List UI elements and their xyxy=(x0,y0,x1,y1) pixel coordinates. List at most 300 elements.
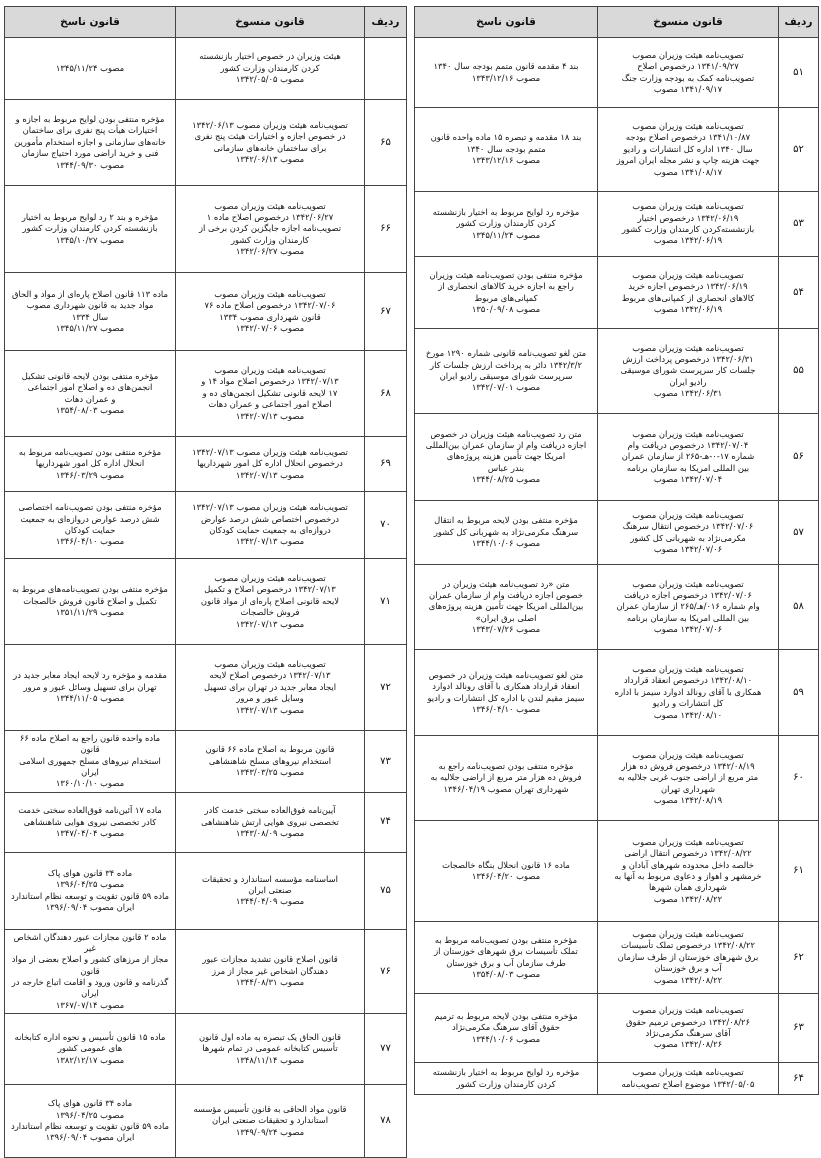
cell-radif: ۷۷ xyxy=(365,1014,407,1085)
cell-line: شهرداری همان شهرها xyxy=(649,882,727,893)
cell-line: ۱۳۴۲/۰۸/۲۲ درخصوص انتقال اراضی xyxy=(624,848,752,859)
cell-line: کمپانی‌های مربوط xyxy=(474,292,538,303)
cell-line: تصویب‌نامه هیئت وزیران مصوب xyxy=(632,269,744,280)
cell-line: متر مربع از اراضی جنوب غربی جلالیه به xyxy=(617,772,759,783)
cell-mansukh xyxy=(176,645,365,731)
cell-line: شهرداری تهران xyxy=(660,783,716,794)
cell-radif: ۵۶ xyxy=(779,414,819,501)
cell-line: تصویب‌نامه هیئت وزیران مصوب xyxy=(214,659,326,670)
cell-nasekh xyxy=(5,38,176,100)
cell-line: ماده ۳۴ قانون هوای پاک xyxy=(47,868,133,879)
cell-line: مقدمه و مؤخره رد لایحه ایجاد معابر جدید در xyxy=(13,670,167,681)
cell-nasekh xyxy=(5,273,176,351)
cell-line: ماده ۱۷ آئین‌نامه فوق‌العاده سختی خدمت xyxy=(18,805,162,816)
cell-radif: ۵۹ xyxy=(779,650,819,736)
cell-line: ۱۷ لایحه قانونی تشکیل انجمن‌های ده و xyxy=(202,387,338,398)
cell-line: ۱۳۴۲/۰۶/۲۷ درخصوص اصلاح ماده ۱ xyxy=(206,211,334,222)
cell-line: تکمیل و اصلاح قانون فروش خالصجات xyxy=(23,595,157,606)
cell-line: انجمن‌های ده و اصلاح امور اجتماعی xyxy=(27,382,153,393)
cell-line: ماده ۵۹ قانون تقویت و توسعه نظام استاندارد xyxy=(10,890,170,901)
cell-radif: ۶۶ xyxy=(365,186,407,273)
cell-nasekh xyxy=(415,192,598,257)
table-row xyxy=(5,852,407,929)
cell-radif: ۵۵ xyxy=(779,329,819,414)
cell-nasekh xyxy=(415,1063,598,1095)
cell-radif: ۷۴ xyxy=(365,792,407,852)
table-row xyxy=(5,792,407,852)
cell-line: خصوص اجازه دریافت وام از سازمان عمران xyxy=(429,589,583,600)
cell-line: قانون شهرداری مصوب ۱۳۳۴ xyxy=(219,311,321,322)
cell-line: تملک تأسیسات برق شهرهای خوزستان از xyxy=(434,946,578,957)
cell-radif xyxy=(365,38,407,100)
table-row xyxy=(415,650,819,736)
cell-line: اصلاح امور اجتماعی و عمران دهات xyxy=(208,399,332,410)
cell-line: ۱۳۴۲/۳/۲ دائر به پرداخت ارزش جلسات کار xyxy=(430,359,582,370)
header-mansukh: قانون منسوخ xyxy=(598,7,779,38)
cell-mansukh xyxy=(598,565,779,650)
cell-line: مصوب ۱۳۴۳/۰۸/۰۹ xyxy=(235,827,305,838)
cell-line: تصویب‌نامه هیئت وزیران مصوب xyxy=(632,121,744,132)
cell-line: ۱۳۴۲/۰۷/۰۶ مصوب xyxy=(653,543,723,554)
cell-line: فروش خالصجات xyxy=(240,607,300,618)
cell-line: ۱۳۴۲/۰۵/۰۵ موضوع اصلاح تصویب‌نامه xyxy=(621,1078,755,1089)
cell-line: ۱۳۴۲/۰۷/۰۶ درخصوص انتقال سرهنگ xyxy=(622,521,754,532)
table-row xyxy=(5,351,407,437)
cell-line: آیین‌نامه فوق‌العاده سختی خدمت کادر xyxy=(204,805,336,816)
cell-line: مجاز از مرزهای کشور و اصلاح بعضی از مواد قانون xyxy=(11,954,169,976)
cell-line: مؤخره منتفی بودن لوایح مربوط به اجازه و xyxy=(15,114,165,125)
table-row xyxy=(415,821,819,922)
cell-line: همکاری با آقای رونالد ادوارد سیمز با اداره xyxy=(614,686,762,697)
cell-nasekh xyxy=(415,257,598,329)
cell-line: ۱۳۴۲/۰۶/۳۱ مصوب xyxy=(653,388,723,399)
cell-line: ۱۳۴۱/۰۹/۱۷ مصوب xyxy=(653,83,723,94)
cell-line: تصویب‌نامه هیئت وزیران مصوب ۱۳۴۲/۰۶/۱۳ xyxy=(192,119,348,130)
cell-line: سال ۱۳۳۴ xyxy=(71,311,109,322)
cell-line: مصوب ۱۳۴۲/۰۷/۱۳ xyxy=(235,469,305,480)
cell-line: مصوب ۱۳۴۲/۰۶/۲۷ xyxy=(235,246,305,257)
cell-line: راجع به اجازه خرید کالاهای انحصاری از xyxy=(438,281,574,292)
header-radif: ردیف xyxy=(365,7,407,38)
cell-line: حمایت کودکان xyxy=(64,525,116,535)
cell-line: در خصوص اجازه و اختیارات هیئت پنج نفری xyxy=(194,131,346,142)
cell-line: ۱۳۴۲/۰۷/۱۳ درخصوص اصلاح و تکمیل xyxy=(204,584,336,595)
cell-mansukh xyxy=(598,1063,779,1095)
cell-line: تهران برای تسهیل وسائل عبور و مرور xyxy=(23,681,157,692)
cell-nasekh xyxy=(415,38,598,108)
cell-line: مصوب ۱۳۴۵/۱۱/۲۷ xyxy=(55,322,125,333)
table-row xyxy=(415,994,819,1063)
cell-line: ماده ۱۶ قانون انحلال بنگاه خالصجات xyxy=(442,859,570,870)
cell-line: مصوب ۱۳۴۷/۰۴/۰۴ xyxy=(55,827,125,838)
cell-line: بازنشسته‌کردن کارمندان وزارت کشور xyxy=(621,224,755,234)
cell-line: مصوب ۱۳۴۲/۰۷/۰۶ xyxy=(235,322,305,333)
cell-line: تصویب‌نامه هیئت وزیران مصوب xyxy=(632,428,744,439)
cell-line: ۱۳۴۲/۰۶/۱۹ مصوب xyxy=(653,235,723,246)
cell-line: خرمشهر و اهواز و دعاوی مربوط به آنها به xyxy=(614,871,762,881)
cell-line: ۱۳۴۲/۰۸/۲۲ درخصوص تملک تأسیسات xyxy=(620,940,756,951)
cell-line: اجازه دریافت وام از سازمان عمران بین‌المللی xyxy=(425,439,587,450)
cell-line: تصویب‌نامه کمک به بودجه وزارت جنگ xyxy=(621,72,755,83)
table-row xyxy=(415,1063,819,1095)
table-row xyxy=(415,922,819,994)
cell-line: مصوب ۱۳۸۲/۱۲/۱۷ xyxy=(55,1054,125,1065)
cell-mansukh xyxy=(176,351,365,437)
table-row xyxy=(5,100,407,186)
cell-nasekh xyxy=(415,650,598,736)
cell-line: استاندارد و تحقیقات صنعتی ایران xyxy=(211,1115,329,1126)
cell-line: مصوب ۱۳۴۴/۰۴/۰۹ xyxy=(235,896,305,907)
cell-line: درخصوص انحلال اداره کل امور شهرداریها xyxy=(197,458,343,469)
cell-line: مصوب ۱۳۵۴/۰۸/۰۳ xyxy=(55,404,125,415)
cell-line: کردن کارمندان وزارت کشور xyxy=(456,218,556,229)
cell-line: مصوب ۱۳۴۳/۱۲/۱۶ xyxy=(471,155,541,166)
table-header-row xyxy=(5,7,407,38)
cell-line: تصویب‌نامه هیئت وزیران مصوب xyxy=(214,288,326,299)
cell-mansukh xyxy=(176,273,365,351)
cell-line: مصوب ۱۳۴۴/۰۹/۳۰ xyxy=(55,159,125,170)
cell-line: ۱۳۴۱/۰۹/۲۷ درخصوص اصلاح xyxy=(637,61,739,72)
cell-line: مصوب ۱۳۹۶/۰۴/۲۵ xyxy=(55,1109,125,1120)
cell-mansukh xyxy=(598,650,779,736)
cell-line: مؤخره منتفی بودن لایحه مربوط به انتقال xyxy=(434,515,578,526)
cell-line: ۱۳۴۲/۰۸/۱۹ درخصوص فروش ده هزار xyxy=(621,760,755,771)
table-row xyxy=(5,186,407,273)
cell-line: متن رد تصویب‌نامه هیئت وزیران در خصوص xyxy=(430,428,582,439)
cell-line: رادیو ایران xyxy=(669,376,707,387)
cell-line: گذرنامه و قانون ورود و اقامت اتباع خارجه در ایران xyxy=(11,977,169,999)
cell-mansukh xyxy=(176,186,365,273)
cell-line: ماده ۵۹ قانون تقویت و توسعه نظام استاندارد xyxy=(10,1121,170,1132)
cell-line: انعقاد قرارداد همکاری با آقای رونالد ادوارد xyxy=(432,681,580,692)
cell-line: ۱۳۴۲/۰۸/۱۰ درخصوص انعقاد قرارداد xyxy=(623,675,753,686)
cell-nasekh xyxy=(415,329,598,414)
cell-line: ماده ۲ قانون مجازات عبور دهندگان اشخاص غیر xyxy=(13,931,167,954)
right-law-table xyxy=(414,6,819,1095)
cell-line: تصویب‌نامه هیئت وزیران مصوب xyxy=(632,201,744,212)
cell-line: تأسیس کتابخانه عمومی در تمام شهرها xyxy=(202,1043,338,1054)
cell-mansukh xyxy=(176,100,365,186)
cell-line: مؤخره منتفی بودن تصویب‌نامه هیئت وزیران xyxy=(429,269,583,280)
table-row xyxy=(5,929,407,1013)
cell-line: مؤخره رد لوایح مربوط به اختیار بازنشسته xyxy=(432,206,580,217)
cell-nasekh xyxy=(415,994,598,1063)
cell-mansukh xyxy=(598,736,779,821)
cell-line: ۱۳۴۲/۰۶/۳۱ درخصوص پرداخت ارزش xyxy=(622,353,754,364)
cell-nasekh xyxy=(5,645,176,731)
cell-line: سیمز مقیم لندن با اداره کل انتشارات و رادیو xyxy=(427,692,585,703)
cell-line: امریکا جهت تأمین هزینه پروژه‌های xyxy=(446,451,566,462)
cell-line: تصویب‌نامه هیئت وزیران مصوب xyxy=(632,749,744,760)
table-row xyxy=(415,192,819,257)
cell-line: کالاهای انحصاری از کمپانی‌های مربوط xyxy=(621,292,755,303)
cell-line: مؤخره منتفی بودن تصویب‌نامه مربوط به xyxy=(18,446,162,457)
cell-mansukh xyxy=(598,329,779,414)
cell-line: ۱۳۴۲/۰۷/۰۴ درخصوص دریافت وام xyxy=(627,439,749,450)
cell-line: مصوب ۱۳۴۳/۰۳/۲۵ xyxy=(235,767,305,778)
cell-line: ۱۳۴۲/۰۷/۰۶ درخصوص اجازه دریافت xyxy=(624,589,752,600)
cell-line: ایران مصوب ۱۳۹۶/۰۹/۰۴ xyxy=(45,902,135,913)
cell-radif: ۷۰ xyxy=(365,492,407,559)
cell-line: مصوب ۱۳۴۲/۰۷/۱۳ xyxy=(235,536,305,547)
cell-line: ماده ۱۵ قانون تأسیس و نحوه اداره کتابخانه xyxy=(14,1032,166,1043)
cell-mansukh xyxy=(176,492,365,559)
cell-radif: ۶۲ xyxy=(779,922,819,994)
cell-line: مصوب ۱۳۴۴/۱۰/۰۶ xyxy=(471,538,541,549)
table-row xyxy=(415,736,819,821)
cell-line: مصوب ۱۳۵۱/۱۱/۲۹ xyxy=(55,607,125,618)
cell-line: سال ۱۳۴۰ اداره کل انتشارات و رادیو xyxy=(623,143,753,154)
cell-line: مؤخره منتفی بودن تصویب‌نامه راجع به xyxy=(438,760,574,771)
cell-line: فنی و خرید اراضی مورد احتیاج سازمان xyxy=(21,148,159,159)
cell-line: تصویب‌نامه هیئت وزیران مصوب xyxy=(632,836,744,847)
cell-line: مؤخره منتفی بودن تصویب‌نامه مربوط به xyxy=(434,934,578,945)
table-row xyxy=(5,731,407,793)
table-row xyxy=(415,108,819,192)
cell-radif: ۷۶ xyxy=(365,929,407,1013)
cell-line: تصویب‌نامه هیئت وزیران مصوب ۱۳۴۲/۰۷/۱۳ xyxy=(192,502,348,513)
cell-line: اصلی برق ایران» xyxy=(475,612,537,623)
cell-line: بندر عباس xyxy=(487,462,525,473)
cell-line: سرپرست شورای موسیقی رادیو ایران xyxy=(439,371,573,381)
cell-line: مصوب ۱۳۴۸/۱۱/۱۴ xyxy=(235,1054,305,1065)
cell-line: مصوب ۱۳۴۲/۰۷/۱۳ xyxy=(235,704,305,715)
cell-radif: ۷۱ xyxy=(365,559,407,645)
cell-radif: ۷۵ xyxy=(365,852,407,929)
cell-line: تصویب‌نامه هیئت وزیران مصوب xyxy=(632,929,744,940)
table-row xyxy=(415,501,819,565)
cell-line: ۱۳۴۱/۱۰/۸۷ درخصوص اصلاح بودجه xyxy=(625,132,751,143)
cell-line: تصویب‌نامه اجازه جایگزین کردن برخی از xyxy=(198,223,342,234)
cell-line: تصویب‌نامه هیئت وزیران مصوب xyxy=(632,664,744,675)
cell-radif: ۵۲ xyxy=(779,108,819,192)
cell-line: مصوب ۱۳۹۶/۰۴/۲۵ xyxy=(55,879,125,890)
cell-line: ۱۳۴۲/۰۶/۱۹ درخصوص اختیار xyxy=(637,212,739,223)
cell-line: ۱۳۴۲/۰۷/۱۳ درخصوص اصلاح مواد ۱۴ و xyxy=(201,376,339,387)
cell-line: بین‌المللی امریکا جهت تأمین هزینه پروژه‌های xyxy=(428,601,584,612)
cell-radif: ۶۷ xyxy=(365,273,407,351)
cell-line: فروش ده هزار متر مربع از اراضی جلالیه به xyxy=(430,772,582,783)
cell-radif: ۶۱ xyxy=(779,821,819,922)
header-mansukh: قانون منسوخ xyxy=(176,7,365,38)
cell-radif: ۶۹ xyxy=(365,437,407,492)
cell-mansukh xyxy=(176,1085,365,1158)
cell-line: تخصصی نیروی هوایی ارتش شاهنشاهی xyxy=(201,816,339,827)
cell-line: مصوب ۱۳۴۲/۰۷/۱۳ xyxy=(235,618,305,629)
cell-nasekh xyxy=(5,731,176,793)
cell-line: حقوق آقای سرهنگ مکرمی‌نژاد xyxy=(452,1022,560,1033)
header-radif: ردیف xyxy=(779,7,819,38)
cell-line: کردن کارمندان وزارت کشور xyxy=(220,62,320,73)
cell-line: ماده ۱۱۳ قانون اصلاح پاره‌ای از مواد و الحاق xyxy=(12,288,168,299)
cell-line: وسایل عبور و مرور xyxy=(236,693,304,704)
cell-radif: ۷۳ xyxy=(365,731,407,793)
cell-line: بین المللی امریکا به سازمان برنامه xyxy=(626,462,750,473)
cell-nasekh xyxy=(5,559,176,645)
cell-line: مصوب ۱۳۴۴/۱۱/۰۵ xyxy=(55,693,125,704)
cell-line: صنعتی ایران xyxy=(248,885,292,896)
cell-line: ۱۳۴۱/۰۸/۱۷ مصوب xyxy=(653,166,723,177)
table-row xyxy=(415,565,819,650)
cell-mansukh xyxy=(598,501,779,565)
cell-line: کادر تخصصی نیروی هوایی شاهنشاهی xyxy=(23,816,157,827)
cell-line: ۱۳۴۲/۰۷/۰۶ مصوب xyxy=(653,624,723,635)
cell-radif: ۵۸ xyxy=(779,565,819,650)
cell-line: اختیارات هیأت پنج نفری برای ساختمان xyxy=(22,125,158,136)
cell-line: تصویب‌نامه هیئت وزیران مصوب xyxy=(632,49,744,60)
table-row xyxy=(415,38,819,108)
cell-line: کردن کارمندان وزارت کشور xyxy=(456,1078,556,1089)
cell-nasekh xyxy=(5,100,176,186)
cell-line: مصوب ۱۳۴۶/۰۴/۲۰ xyxy=(471,871,541,881)
cell-line: درخصوص اختصاص شش درصد عوارض xyxy=(200,513,340,524)
cell-line: مصوب ۱۳۴۵/۱۱/۲۴ xyxy=(55,62,125,73)
cell-line: بین المللی امریکا به سازمان برنامه xyxy=(626,612,750,623)
cell-radif: ۶۰ xyxy=(779,736,819,821)
cell-line: وام شماره ۰۱۶/هـ/۲۶۵ از سازمان عمران xyxy=(616,601,760,612)
cell-line: بند ۴ مقدمه قانون متمم بودجه سال ۱۳۴۰ xyxy=(433,61,579,72)
cell-line: مؤخره منتفی بودن لایحه مربوط به ترمیم xyxy=(434,1010,578,1021)
cell-mansukh xyxy=(598,257,779,329)
cell-nasekh xyxy=(415,501,598,565)
cell-line: ۱۳۴۲/۰۸/۲۲ مصوب xyxy=(653,893,723,904)
cell-line: ۱۳۴۲/۰۷/۰۶ درخصوص اصلاح ماده ۷۶ xyxy=(204,300,336,311)
cell-line: ۱۳۴۲/۰۷/۱۳ درخصوص اصلاح لایحه xyxy=(209,670,331,681)
cell-line: تصویب‌نامه هیئت وزیران مصوب xyxy=(632,578,744,589)
cell-line: هیئت وزیران در خصوص اختیار بازنشسته xyxy=(199,51,341,62)
cell-line: بازنشسته کردن کارمندان وزارت کشور xyxy=(22,223,158,234)
cell-mansukh xyxy=(598,821,779,922)
cell-line: ۱۳۴۲/۰۸/۱۹ مصوب xyxy=(653,795,723,806)
cell-line: جلسات کار سرپرست شورای موسیقی xyxy=(620,365,756,376)
cell-radif: ۶۸ xyxy=(365,351,407,437)
cell-line: مصوب ۱۳۴۶/۰۴/۱۰ xyxy=(471,703,541,714)
cell-line: ۱۳۴۲/۰۸/۲۲ مصوب xyxy=(653,974,723,985)
cell-line: مصوب ۱۳۶۰/۱۰/۱۰ xyxy=(55,778,125,789)
cell-line: مؤخره رد لوایح مربوط به اختیار بازنشسته xyxy=(432,1067,580,1078)
cell-radif: ۶۵ xyxy=(365,100,407,186)
cell-line: مصوب ۱۳۴۴/۰۸/۲۵ xyxy=(471,474,541,485)
cell-line: مؤخره منتفی بودن لایحه قانونی تشکیل xyxy=(21,370,159,381)
cell-mansukh xyxy=(176,38,365,100)
cell-line: قانون الحاق یک تبصره به ماده اول قانون xyxy=(198,1032,342,1043)
cell-mansukh xyxy=(598,994,779,1063)
table-row xyxy=(415,414,819,501)
cell-nasekh xyxy=(415,736,598,821)
cell-line: تصویب‌نامه هیئت وزیران مصوب xyxy=(632,509,744,520)
cell-line: استخدام نیروهای مسلح شاهنشاهی xyxy=(208,755,332,766)
cell-line: تصویب‌نامه هیئت وزیران مصوب xyxy=(214,365,326,376)
cell-nasekh xyxy=(415,108,598,192)
cell-line: مؤخره منتفی بودن تصویب‌نامه اختصاصی xyxy=(18,502,162,513)
cell-mansukh xyxy=(176,559,365,645)
cell-line: مؤخره منتفی بودن تصویب‌نامه‌های مربوط به xyxy=(12,584,168,595)
table-row xyxy=(5,559,407,645)
cell-radif: ۷۲ xyxy=(365,645,407,731)
cell-line: دروازه‌ای به جمعیت حمایت کودکان xyxy=(209,525,331,535)
cell-line: مصوب ۱۳۴۴/۱۰/۰۶ xyxy=(471,1033,541,1044)
cell-line: ۱۳۴۲/۰۶/۱۹ مصوب xyxy=(653,303,723,314)
cell-line: اساسنامه مؤسسه استاندارد و تحقیقات xyxy=(202,873,338,884)
cell-line: ایران مصوب ۱۳۹۶/۰۹/۰۴ xyxy=(45,1132,135,1143)
header-nasekh: قانون ناسخ xyxy=(5,7,176,38)
cell-nasekh xyxy=(415,922,598,994)
cell-line: مصوب ۱۳۴۲/۰۷/۱۳ xyxy=(235,410,305,421)
cell-line: دهندگان اشخاص غیر مجاز از مرز xyxy=(211,965,329,976)
table-header-row xyxy=(415,7,819,38)
cell-line: مصوب ۱۳۴۵/۱۰/۲۷ xyxy=(55,234,125,245)
cell-line: قانون اصلاح قانون تشدید مجازات عبور xyxy=(202,954,338,965)
cell-nasekh xyxy=(5,437,176,492)
cell-line: مواد جدید به قانون شهرداری مصوب xyxy=(26,300,154,311)
right-table-body xyxy=(415,38,819,1095)
cell-line: لایحه قانونی اصلاح پاره‌ای از مواد قانون xyxy=(200,595,340,606)
cell-nasekh xyxy=(415,414,598,501)
left-law-table xyxy=(4,6,407,1158)
cell-mansukh xyxy=(176,1014,365,1085)
cell-nasekh xyxy=(5,1085,176,1158)
table-row xyxy=(415,257,819,329)
cell-line: متن لغو تصویب‌نامه هیئت وزیران در خصوص xyxy=(428,669,584,680)
cell-line: شش درصد عوارض دروازه‌ای به جمعیت xyxy=(20,513,160,524)
cell-nasekh xyxy=(5,792,176,852)
cell-mansukh xyxy=(176,929,365,1013)
cell-mansukh xyxy=(176,437,365,492)
cell-line: انحلال اداره کل امور شهرداریها xyxy=(35,458,145,469)
cell-radif: ۵۷ xyxy=(779,501,819,565)
cell-line: مصوب ۱۳۴۳/۰۷/۲۶ xyxy=(471,624,541,635)
cell-line: تصویب‌نامه هیئت وزیران مصوب ۱۳۴۲/۰۷/۱۳ xyxy=(192,446,348,457)
cell-radif: ۵۳ xyxy=(779,192,819,257)
cell-mansukh xyxy=(176,792,365,852)
cell-line: های عمومی کشور xyxy=(57,1043,123,1054)
left-table-body xyxy=(5,38,407,1158)
cell-line: مصوب ۱۳۴۶/۰۳/۲۹ xyxy=(55,469,125,480)
table-row xyxy=(5,1014,407,1085)
cell-nasekh xyxy=(5,929,176,1013)
cell-mansukh xyxy=(176,852,365,929)
cell-line: ۱۳۴۲/۰۷/۰۴ مصوب xyxy=(653,474,723,485)
cell-line: طرف سازمان آب و برق خوزستان xyxy=(446,957,566,968)
cell-line: قانون مربوط به اصلاح ماده ۶۶ قانون xyxy=(205,744,335,755)
cell-line: کل انتشارات و رادیو xyxy=(652,698,724,709)
cell-nasekh xyxy=(5,351,176,437)
cell-nasekh xyxy=(5,186,176,273)
cell-mansukh xyxy=(598,192,779,257)
cell-line: متن لغو تصویب‌نامه قانونی شماره ۱۲۹۰ مورخ xyxy=(425,348,587,359)
cell-line: آقای سرهنگ مکرمی‌نژاد xyxy=(645,1028,731,1038)
cell-line: مصوب ۱۳۴۹/۰۹/۲۴ xyxy=(235,1126,305,1137)
cell-radif: ۶۳ xyxy=(779,994,819,1063)
cell-line: شماره ۱۷-۰-هـ-۲۶۵ از سازمان عمران xyxy=(621,451,755,462)
cell-nasekh xyxy=(415,821,598,922)
cell-line: ایجاد معابر جدید در تهران برای تسهیل xyxy=(203,681,337,692)
cell-line: شهرداری تهران مصوب ۱۳۴۶/۰۴/۱۹ xyxy=(443,783,569,794)
table-row xyxy=(415,329,819,414)
cell-mansukh xyxy=(176,731,365,793)
cell-line: قانون مواد الحاقی به قانون تأسیس مؤسسه xyxy=(193,1104,347,1115)
cell-line: بند ۱۸ مقدمه و تبصره ۱۵ ماده واحده قانون xyxy=(430,132,582,143)
cell-line: مصوب ۱۳۴۲/۰۵/۰۵ xyxy=(235,74,305,85)
cell-line: مصوب ۱۳۴۲/۰۶/۱۳ xyxy=(235,153,305,164)
cell-line: تصویب‌نامه هیئت وزیران مصوب xyxy=(632,342,744,353)
table-row xyxy=(5,38,407,100)
cell-mansukh xyxy=(598,38,779,108)
cell-radif: ۵۴ xyxy=(779,257,819,329)
cell-line: ۱۳۴۲/۰۶/۱۹ درخصوص اجازه خرید xyxy=(628,281,748,292)
cell-line: سرهنگ مکرمی‌نژاد به شهربانی کل کشور xyxy=(433,526,579,537)
cell-nasekh xyxy=(415,565,598,650)
